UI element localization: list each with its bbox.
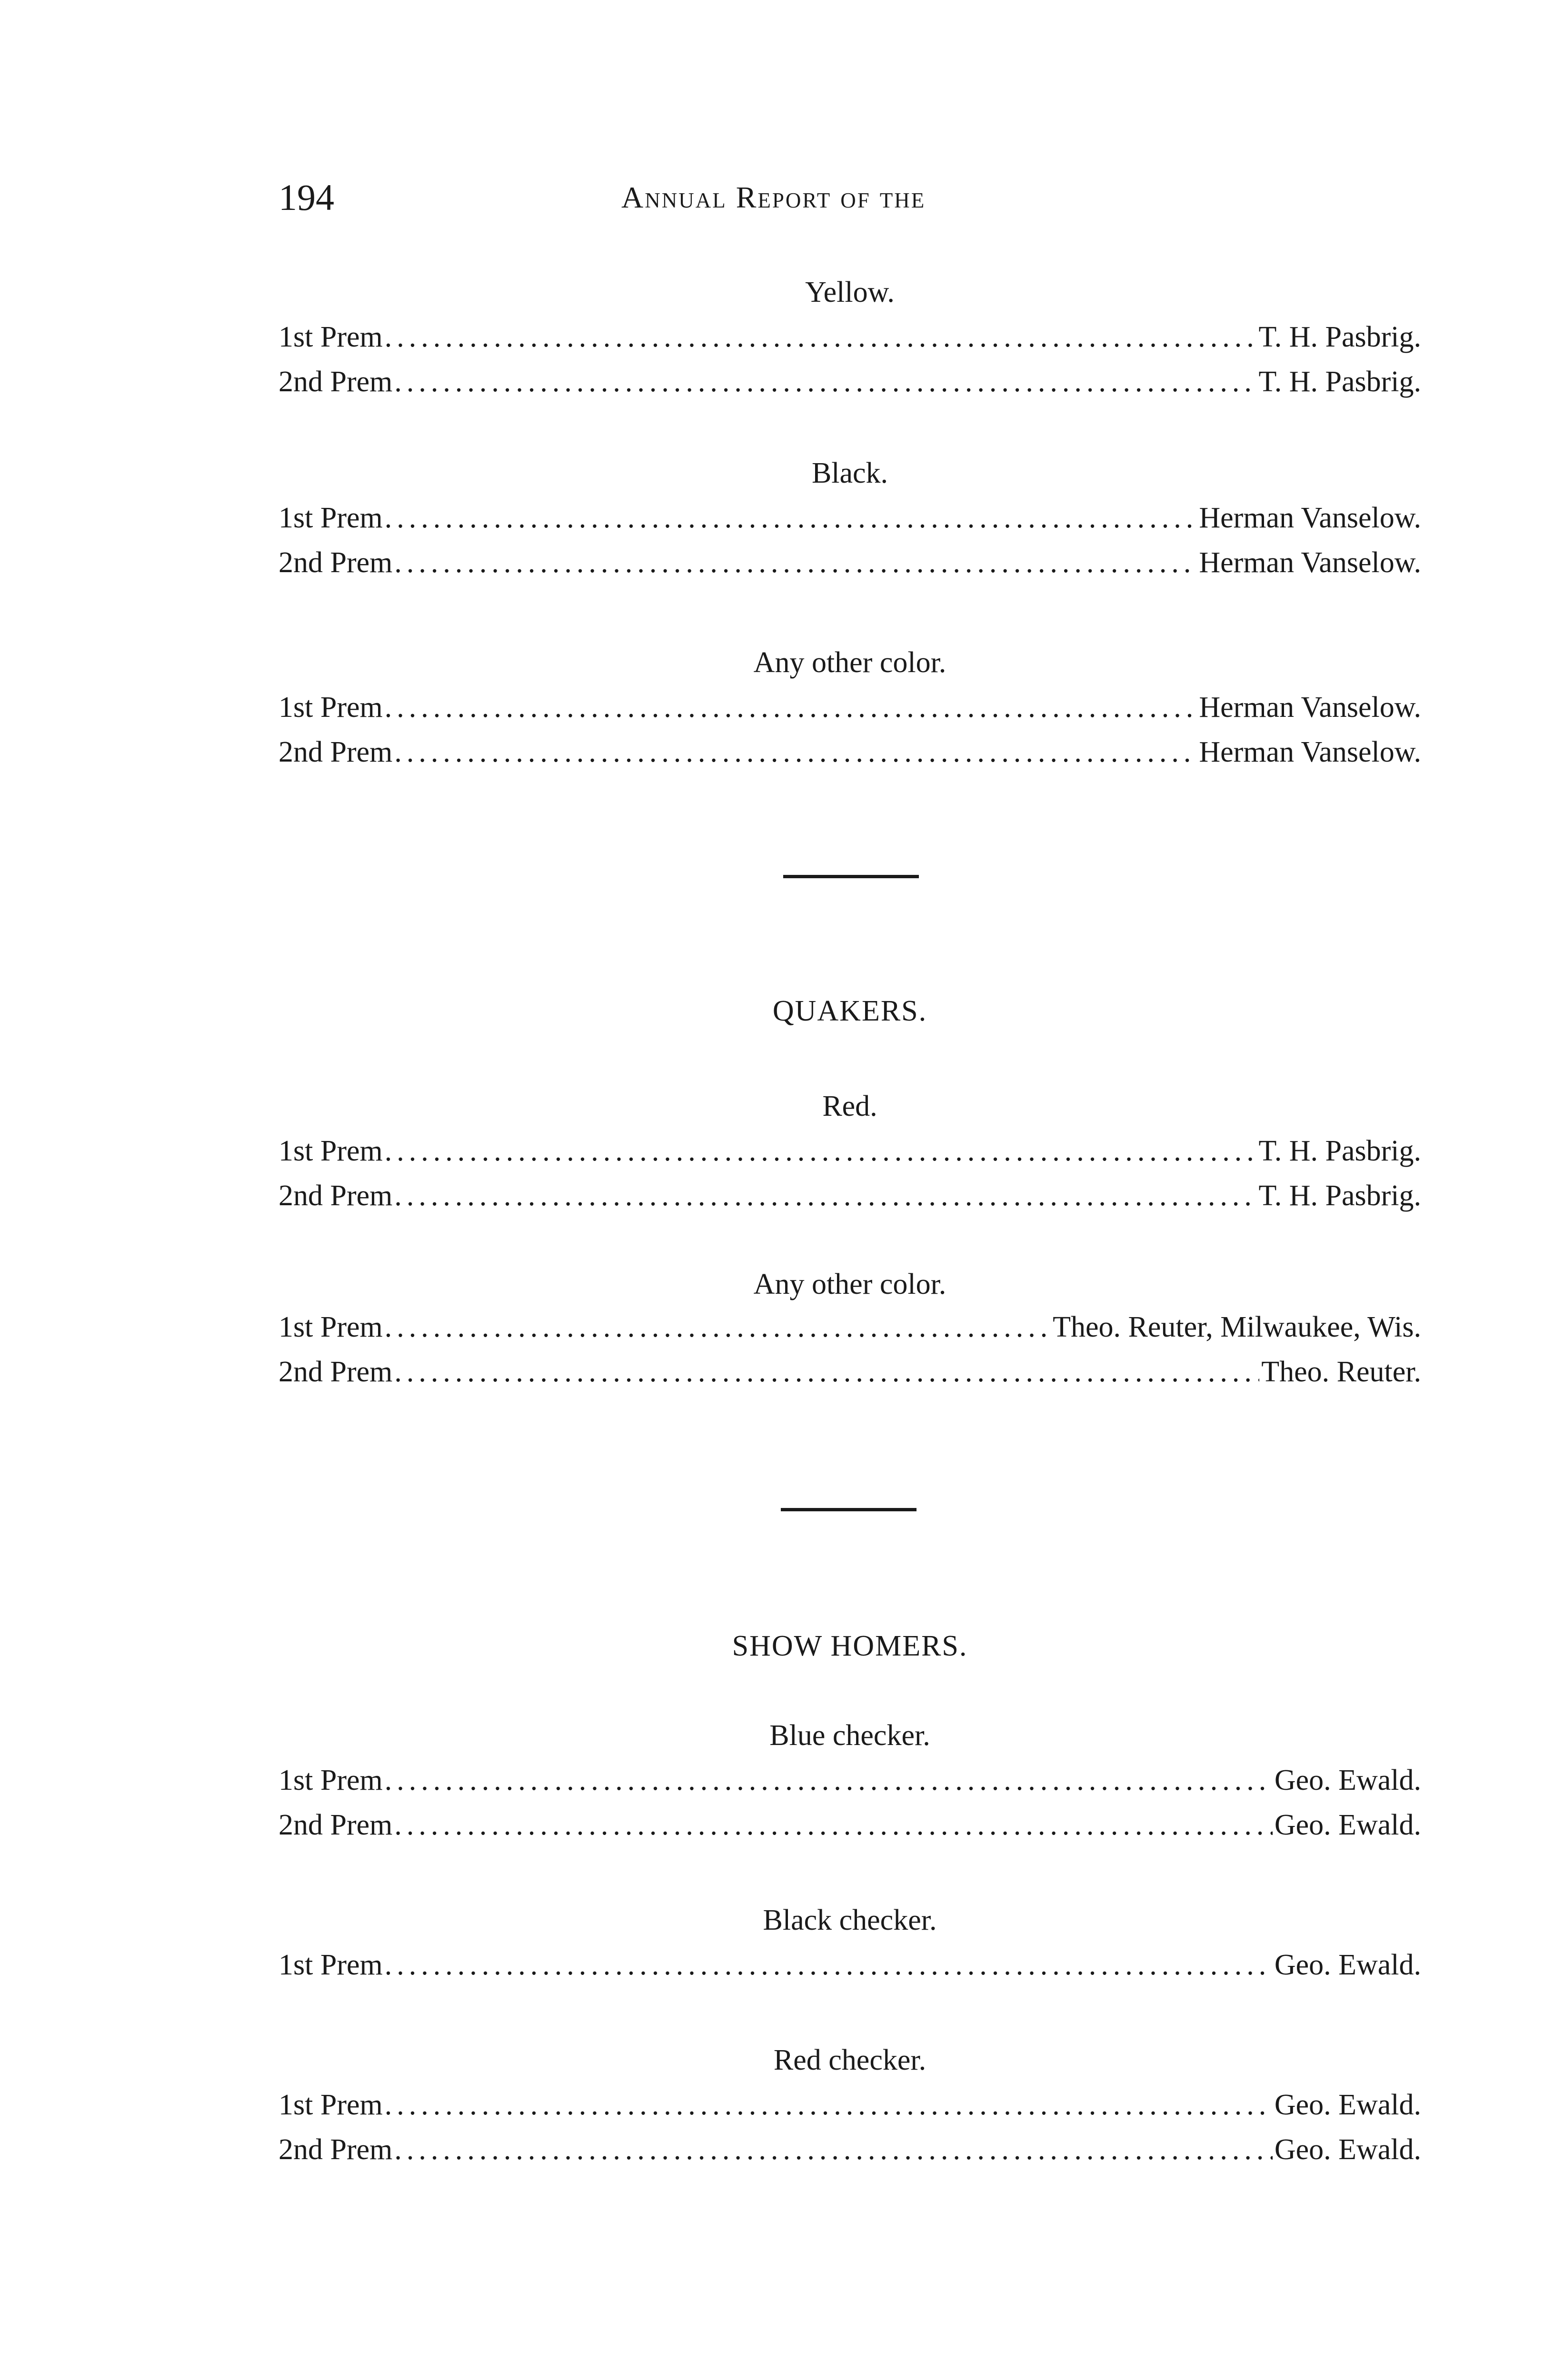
dot-leader (385, 687, 1197, 727)
premium-label: 2nd Prem (279, 1356, 393, 1388)
premium-entry (279, 317, 1421, 357)
dot-leader (394, 362, 1256, 402)
dot-leader (394, 1176, 1256, 1216)
class-title-any-other-color: Any other color. (753, 646, 946, 679)
class-title-yellow: Yellow. (805, 276, 895, 308)
dot-leader (385, 2085, 1273, 2125)
premium-entry (279, 1805, 1421, 1845)
premium-entry (279, 1176, 1421, 1216)
premium-label: 2nd Prem (279, 366, 393, 398)
premium-entry (279, 1352, 1421, 1392)
class-title-red: Red. (822, 1090, 877, 1122)
page-number: 194 (279, 177, 334, 218)
premium-entry (279, 362, 1421, 402)
premium-label: 1st Prem (279, 1311, 383, 1343)
winner-name: Geo. Ewald. (1274, 1764, 1421, 1796)
winner-name: Herman Vanselow. (1199, 691, 1421, 724)
dot-leader (385, 317, 1257, 357)
section-divider (781, 1508, 916, 1511)
winner-name: T. H. Pasbrig. (1258, 1180, 1421, 1212)
winner-name: Theo. Reuter, Milwaukee, Wis. (1053, 1311, 1421, 1343)
winner-name: Geo. Ewald. (1274, 1949, 1421, 1981)
premium-entry (279, 687, 1421, 727)
winner-name: T. H. Pasbrig. (1258, 366, 1421, 398)
premium-entry (279, 1760, 1421, 1800)
winner-name: T. H. Pasbrig. (1258, 1135, 1421, 1167)
premium-label: 1st Prem (279, 1135, 383, 1167)
premium-entry (279, 543, 1421, 583)
dot-leader (385, 1131, 1257, 1171)
premium-label: 1st Prem (279, 1949, 383, 1981)
dot-leader (394, 543, 1197, 583)
class-title-any-other-color: Any other color. (753, 1268, 946, 1300)
premium-label: 1st Prem (279, 1764, 383, 1796)
running-title: Annual Report of the (621, 180, 926, 214)
premium-label: 1st Prem (279, 2089, 383, 2121)
winner-name: Herman Vanselow. (1199, 502, 1421, 534)
premium-entry (279, 1307, 1421, 1347)
page-header (279, 171, 1421, 224)
section-title-show-homers: SHOW HOMERS. (732, 1630, 968, 1662)
section-divider (783, 875, 919, 878)
dot-leader (385, 498, 1197, 538)
premium-label: 1st Prem (279, 321, 383, 353)
class-title-black-checker: Black checker. (763, 1904, 937, 1936)
premium-label: 2nd Prem (279, 546, 393, 579)
section-title-quakers: QUAKERS. (772, 995, 927, 1027)
dot-leader (394, 1352, 1259, 1392)
premium-entry (279, 732, 1421, 772)
premium-label: 2nd Prem (279, 1809, 393, 1841)
winner-name: Theo. Reuter. (1261, 1356, 1421, 1388)
premium-label: 1st Prem (279, 502, 383, 534)
dot-leader (385, 1760, 1273, 1800)
premium-entry (279, 2130, 1421, 2170)
winner-name: Geo. Ewald. (1274, 2133, 1421, 2166)
premium-label: 2nd Prem (279, 2133, 393, 2166)
premium-entry (279, 1945, 1421, 1985)
premium-entry (279, 2085, 1421, 2125)
class-title-blue-checker: Blue checker. (769, 1719, 930, 1752)
class-title-red-checker: Red checker. (773, 2044, 926, 2076)
premium-label: 1st Prem (279, 691, 383, 724)
premium-label: 2nd Prem (279, 736, 393, 768)
winner-name: Geo. Ewald. (1274, 1809, 1421, 1841)
dot-leader (394, 732, 1197, 772)
premium-entry (279, 1131, 1421, 1171)
winner-name: Herman Vanselow. (1199, 736, 1421, 768)
premium-entry (279, 498, 1421, 538)
dot-leader (394, 2130, 1272, 2170)
dot-leader (394, 1805, 1272, 1845)
dot-leader (385, 1307, 1051, 1347)
dot-leader (385, 1945, 1273, 1985)
class-title-black: Black. (811, 457, 888, 489)
premium-label: 2nd Prem (279, 1180, 393, 1212)
winner-name: Geo. Ewald. (1274, 2089, 1421, 2121)
winner-name: T. H. Pasbrig. (1258, 321, 1421, 353)
winner-name: Herman Vanselow. (1199, 546, 1421, 579)
